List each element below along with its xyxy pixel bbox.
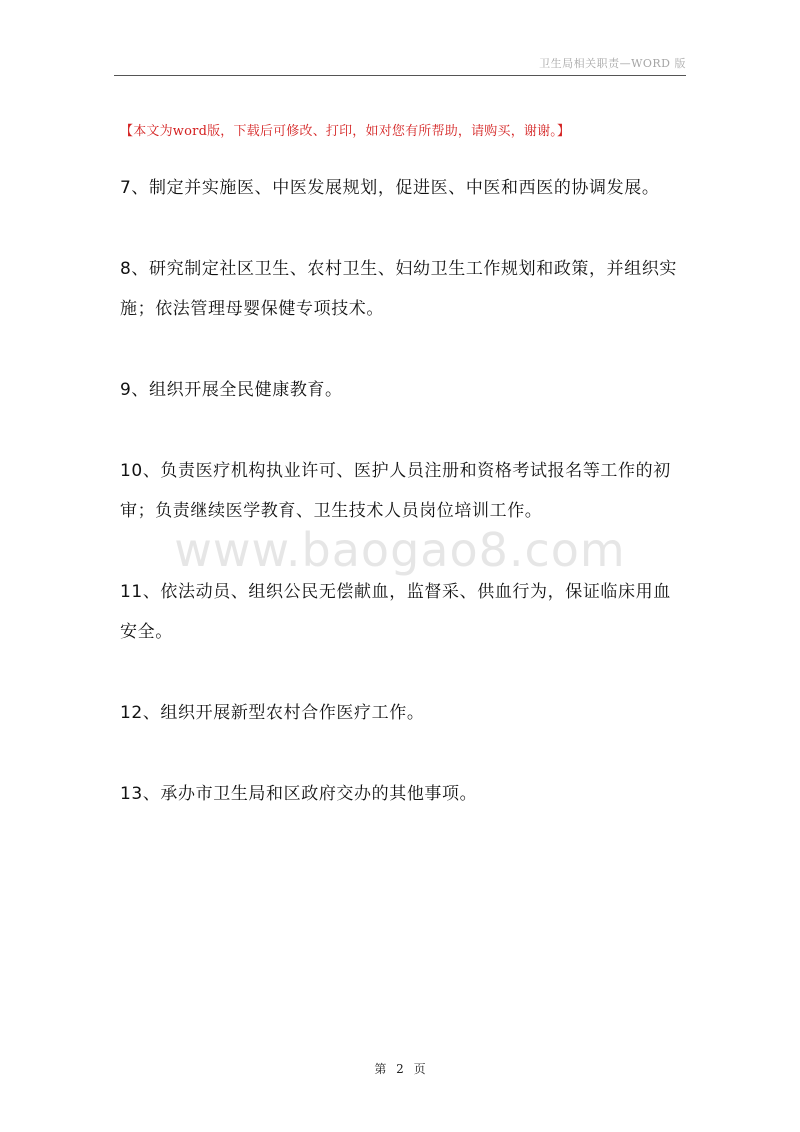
- paragraph-item-12: 12、组织开展新型农村合作医疗工作。: [120, 703, 425, 723]
- download-notice: 【本文为word版，下载后可修改、打印，如对您有所帮助，请购买，谢谢。】: [120, 124, 571, 139]
- document-body: [120, 168, 686, 855]
- header-divider: [114, 75, 686, 76]
- paragraph-item-7: 7、制定并实施医、中医发展规划，促进医、中医和西医的协调发展。: [120, 178, 660, 198]
- paragraph-item-13: 13、承办市卫生局和区政府交办的其他事项。: [120, 784, 478, 804]
- paragraph-item-11: 11、依法动员、组织公民无偿献血，监督采、供血行为，保证临床用血安全。: [120, 582, 671, 642]
- paragraph-item-8: 8、研究制定社区卫生、农村卫生、妇幼卫生工作规划和政策，并组织实施；依法管理母婴保健专项技术。: [120, 259, 678, 319]
- running-header: 卫生局相关职责—WORD 版: [539, 57, 686, 70]
- paragraph-item-9: 9、组织开展全民健康教育。: [120, 380, 343, 400]
- page-number: 2: [396, 1062, 404, 1076]
- page-suffix: 页: [413, 1062, 426, 1076]
- page-prefix: 第: [374, 1062, 387, 1076]
- page-footer: [0, 1060, 800, 1077]
- paragraph-item-10: 10、负责医疗机构执业许可、医护人员注册和资格考试报名等工作的初审；负责继续医学教育、卫生技术人员岗位培训工作。: [120, 461, 671, 521]
- site-watermark: www.baogao8.com: [174, 523, 626, 577]
